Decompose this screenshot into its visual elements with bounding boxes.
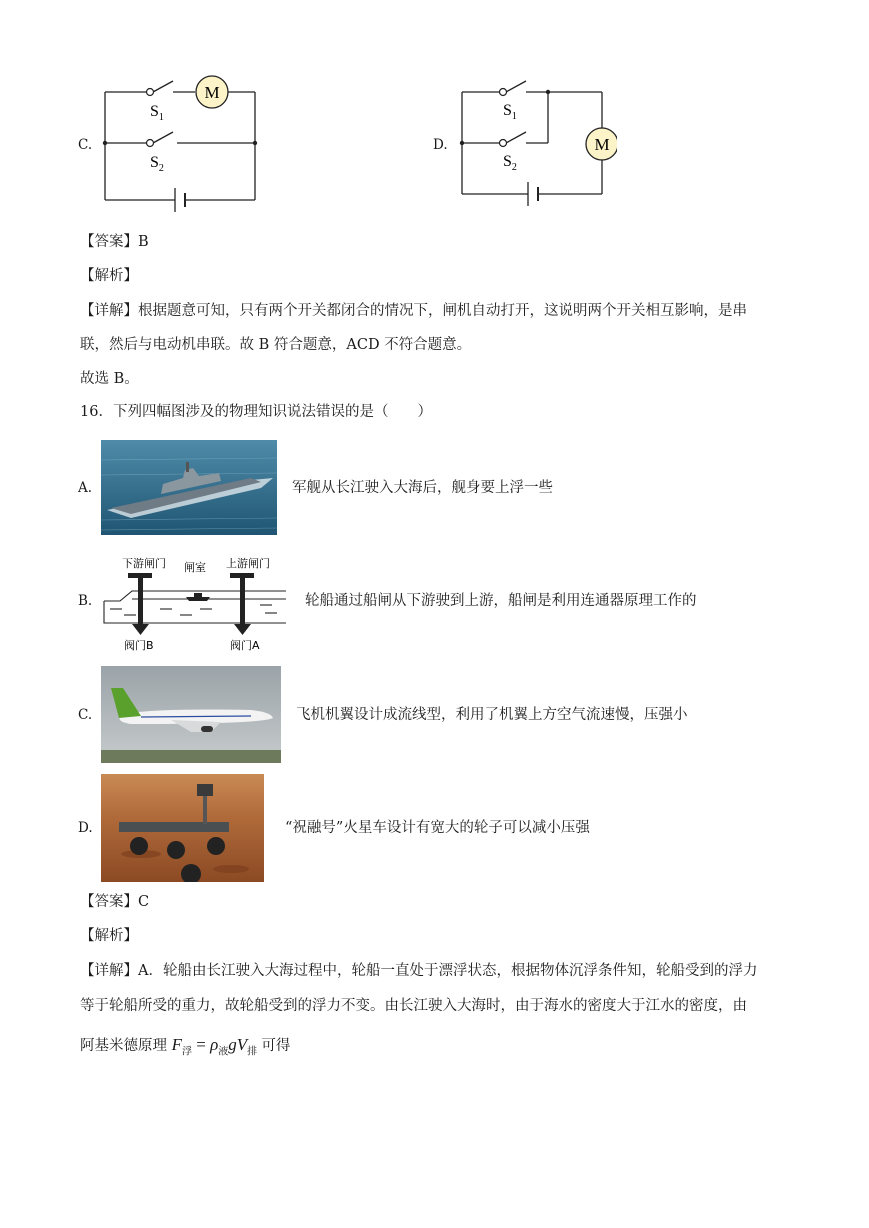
buoyancy-formula (171, 1035, 262, 1058)
q16-option-b-letter: B. (78, 593, 93, 609)
q16-detail-line-2: 等于轮船所受的重力，故轮船受到的浮力不变。由长江驶入大海时，由于海水的密度大于江水的密度，由 (80, 998, 747, 1014)
q15-detail-line-1: 【详解】根据题意可知，只有两个开关都闭合的情况下，闸机自动打开，这说明两个开关相互影响，是串 (80, 303, 747, 319)
motor-label: M (594, 135, 610, 154)
formula-g: g (228, 1035, 237, 1054)
option-c-letter: C. (78, 137, 93, 153)
q16-option-d-letter: D. (78, 820, 93, 836)
q15-detail-line-2: 联，然后与电动机串联。故 B 符合题意，ACD 不符合题意。 (80, 337, 472, 353)
formula-F-sub: 浮 (182, 1046, 192, 1058)
circuit-diagram-c (95, 72, 270, 217)
q15-analysis-head: 【解析】 (80, 268, 138, 284)
formula-rho: ρ (210, 1035, 219, 1054)
formula-rho-sub: 液 (218, 1046, 229, 1058)
formula-V-sub: 排 (247, 1046, 258, 1058)
circuit-diagram-d (452, 72, 617, 217)
q16-answer: 【答案】C (80, 894, 150, 910)
ship-lock-diagram (100, 553, 290, 653)
s2-subscript: 2 (511, 162, 517, 173)
valve-b-label: 阀门B (124, 639, 154, 652)
q16-option-a-text: 军舰从长江驶入大海后，舰身要上浮一些 (292, 480, 553, 496)
q16-option-d-text: “祝融号”火星车设计有宽大的轮子可以减小压强 (285, 820, 590, 836)
s1-label: S (150, 103, 159, 120)
s1-subscript: 1 (511, 111, 517, 122)
q15-conclusion: 故选 B。 (80, 371, 139, 387)
archimedes-suffix: 可得 (261, 1038, 291, 1054)
switch-s2-pivot (500, 140, 507, 147)
q16-option-c-text: 飞机机翼设计成流线型，利用了机翼上方空气流速慢，压强小 (296, 707, 688, 723)
svg-text:S1 (503, 102, 517, 122)
svg-text:S2 (503, 153, 517, 173)
s2-label: S (503, 153, 512, 170)
q16-analysis-head: 【解析】 (80, 928, 138, 944)
formula-eq: = (192, 1035, 211, 1054)
s2-label: S (150, 154, 159, 171)
option-d-letter: D. (433, 137, 448, 153)
s1-label: S (503, 102, 512, 119)
mars-rover-image (101, 774, 264, 882)
formula-V: V (236, 1035, 248, 1054)
q16-stem: 16．下列四幅图涉及的物理知识说法错误的是（ ） (80, 404, 432, 420)
switch-s2-pivot (147, 140, 154, 147)
q16-option-b-text: 轮船通过船闸从下游驶到上游，船闸是利用连通器原理工作的 (305, 593, 697, 609)
q16-detail-line-1: 【详解】A．轮船由长江驶入大海过程中，轮船一直处于漂浮状态，根据物体沉浮条件知，轮船受到的浮力 (80, 963, 758, 979)
q16-option-c-letter: C. (78, 707, 93, 723)
motor-label: M (204, 83, 220, 102)
airplane-image (101, 666, 281, 763)
q15-answer: 【答案】B (80, 234, 149, 250)
valve-a-label: 阀门A (230, 639, 260, 652)
switch-s1-pivot (500, 89, 507, 96)
svg-text:S2 (150, 154, 164, 174)
down-gate-label: 下游闸门 (122, 557, 166, 570)
formula-F: F (171, 1035, 182, 1054)
svg-text:S1 (150, 103, 164, 123)
s2-subscript: 2 (158, 163, 164, 174)
q16-option-a-letter: A. (78, 480, 93, 496)
chamber-label: 闸室 (184, 561, 206, 574)
q16-detail-line-3 (80, 1035, 290, 1062)
s1-subscript: 1 (158, 112, 164, 123)
warship-image (101, 440, 277, 535)
archimedes-prefix: 阿基米德原理 (80, 1038, 167, 1054)
up-gate-label: 上游闸门 (226, 557, 270, 570)
switch-s1-pivot (147, 89, 154, 96)
